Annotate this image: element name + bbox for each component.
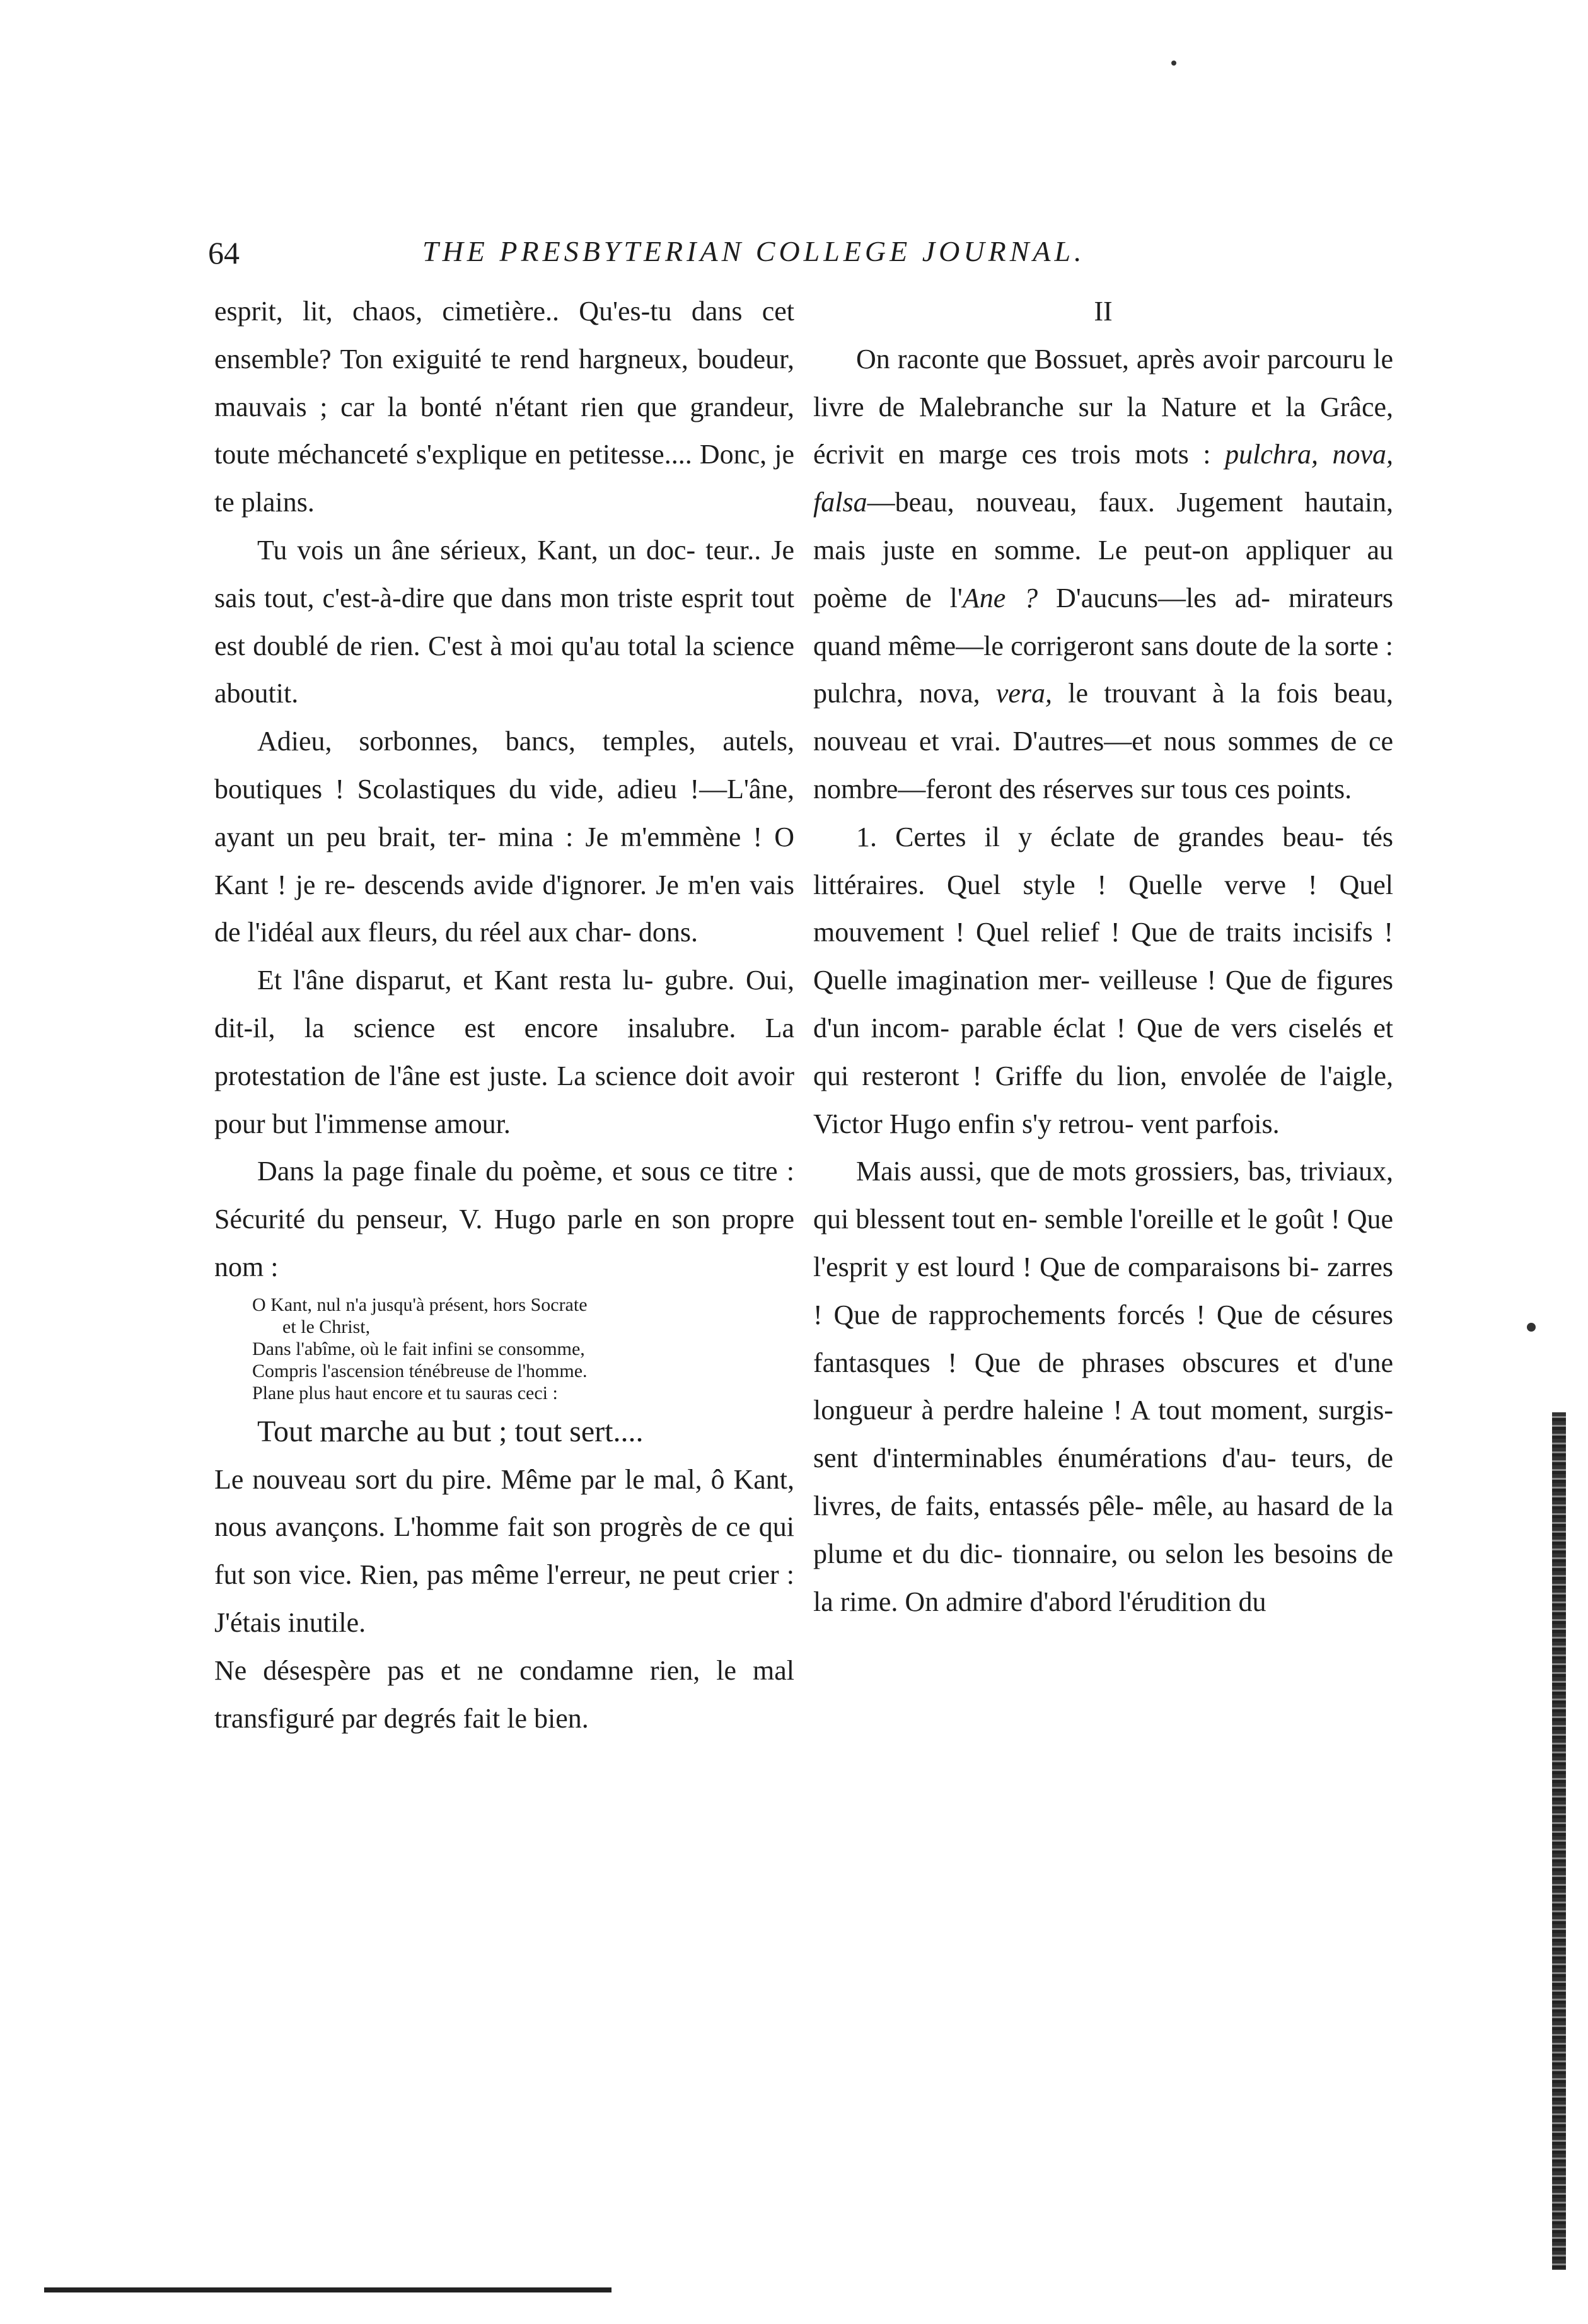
paragraph: On raconte que Bossuet, après avoir parcouru le livre de Malebranche sur la Nature et la Grâce, écrivit en marge ces trois mots : pulchra, nova, falsa—beau, nouveau, faux. Jugement hautain, mais juste en somme. Le peut-on appliquer au poème de l'Ane ? D'aucuns—les ad- mirateurs quand même—le corrigeront sans doute de la sorte : pulchra, nova, vera, le trouvant à la fois beau, nouveau et vrai. D'autres—et nous sommes de ce nombre—feront des réserves sur tous ces points. — [813, 343, 1394, 805]
section-heading: II — [1094, 296, 1113, 327]
paragraph: Mais aussi, que de mots grossiers, bas, triviaux, qui blessent tout en- semble l'oreille et le goût ! Que l'esprit y est lourd ! Que de comparaisons bi- zarres ! Que de rapprochements forcés ! Que de césures fantasques ! Que de phrases obscures et d'une longueur à perdre haleine ! A tout moment, surgis- sent d'interminables énumérations d'au- teurs, de livres, de faits, entassés pêle- mêle, au hasard de la plume et du dic- tionnaire, ou selon les besoins de la rime. On admire d'abord l'érudition du — [813, 1156, 1394, 1617]
right-column — [813, 288, 1393, 1625]
paragraph: Et l'âne disparut, et Kant resta lu- gubre. Oui, dit-il, la science est encore insalubre. La protestation de l'âne est juste. La science doit avoir pour but l'immense amour. — [214, 965, 794, 1139]
paragraph: esprit, lit, chaos, cimetière.. Qu'es-tu dans cet ensemble? Ton exiguité te rend hargneux, boudeur, mauvais ; car la bonté n'étant rien que grandeur, toute méchanceté s'explique en petitesse.... Donc, je te plains. — [214, 296, 795, 518]
paragraph: Le nouveau sort du pire. Même par le mal, ô Kant, nous avançons. L'homme fait son progrès de ce qui fut son vice. Rien, pas même l'erreur, ne peut crier : J'étais inutile. — [214, 1463, 795, 1638]
paragraph: Adieu, sorbonnes, bancs, temples, autels, boutiques ! Scolastiques du vide, adieu !—L'âne, ayant un peu brait, ter- mina : Je m'emmène ! O Kant ! je re- descends avide d'ignorer. Je m'en vais de l'idéal aux fleurs, du réel aux char- dons. — [214, 726, 794, 948]
paragraph: Tu vois un âne sérieux, Kant, un doc- teur.. Je sais tout, c'est-à-dire que dans mon triste esprit tout est doublé de rien. C'est à moi qu'au total la science aboutit. — [214, 534, 794, 709]
verse-last-line: Tout marche au but ; tout sert.... — [257, 1414, 644, 1448]
scan-edge-shadow — [1552, 1412, 1566, 2270]
verse-quote: O Kant, nul n'a jusqu'à présent, hors Socrate et le Christ, Dans l'abîme, où le fait infini se consomme, Compris l'ascension ténébreuse de l'homme. Plane plus haut encore et tu sauras ceci : — [252, 1294, 588, 1403]
paragraph: 1. Certes il y éclate de grandes beau- tés littéraires. Quel style ! Quelle verve ! Quel mouvement ! Quel relief ! Que de traits incisifs ! Quelle imagination mer- veilleuse ! Que de figures d'un incom- parable éclat ! Que de vers ciselés et qui resteront ! Griffe du lion, envolée de l'aigle, Victor Hugo enfin s'y retrou- vent parfois. — [813, 821, 1394, 1139]
running-head: THE PRESBYTERIAN COLLEGE JOURNAL. — [422, 235, 1086, 267]
paragraph: Dans la page finale du poème, et sous ce titre : Sécurité du penseur, V. Hugo parle en son propre nom : — [214, 1156, 795, 1282]
bottom-scan-rule — [44, 2287, 611, 2292]
left-column — [214, 288, 794, 1742]
scan-speck — [1171, 61, 1176, 66]
page-header — [208, 235, 1381, 285]
page-number: 64 — [208, 235, 240, 270]
paragraph: Ne désespère pas et ne condamne rien, le mal transfiguré par degrés fait le bien. — [214, 1654, 795, 1734]
scan-speck — [1527, 1323, 1536, 1332]
